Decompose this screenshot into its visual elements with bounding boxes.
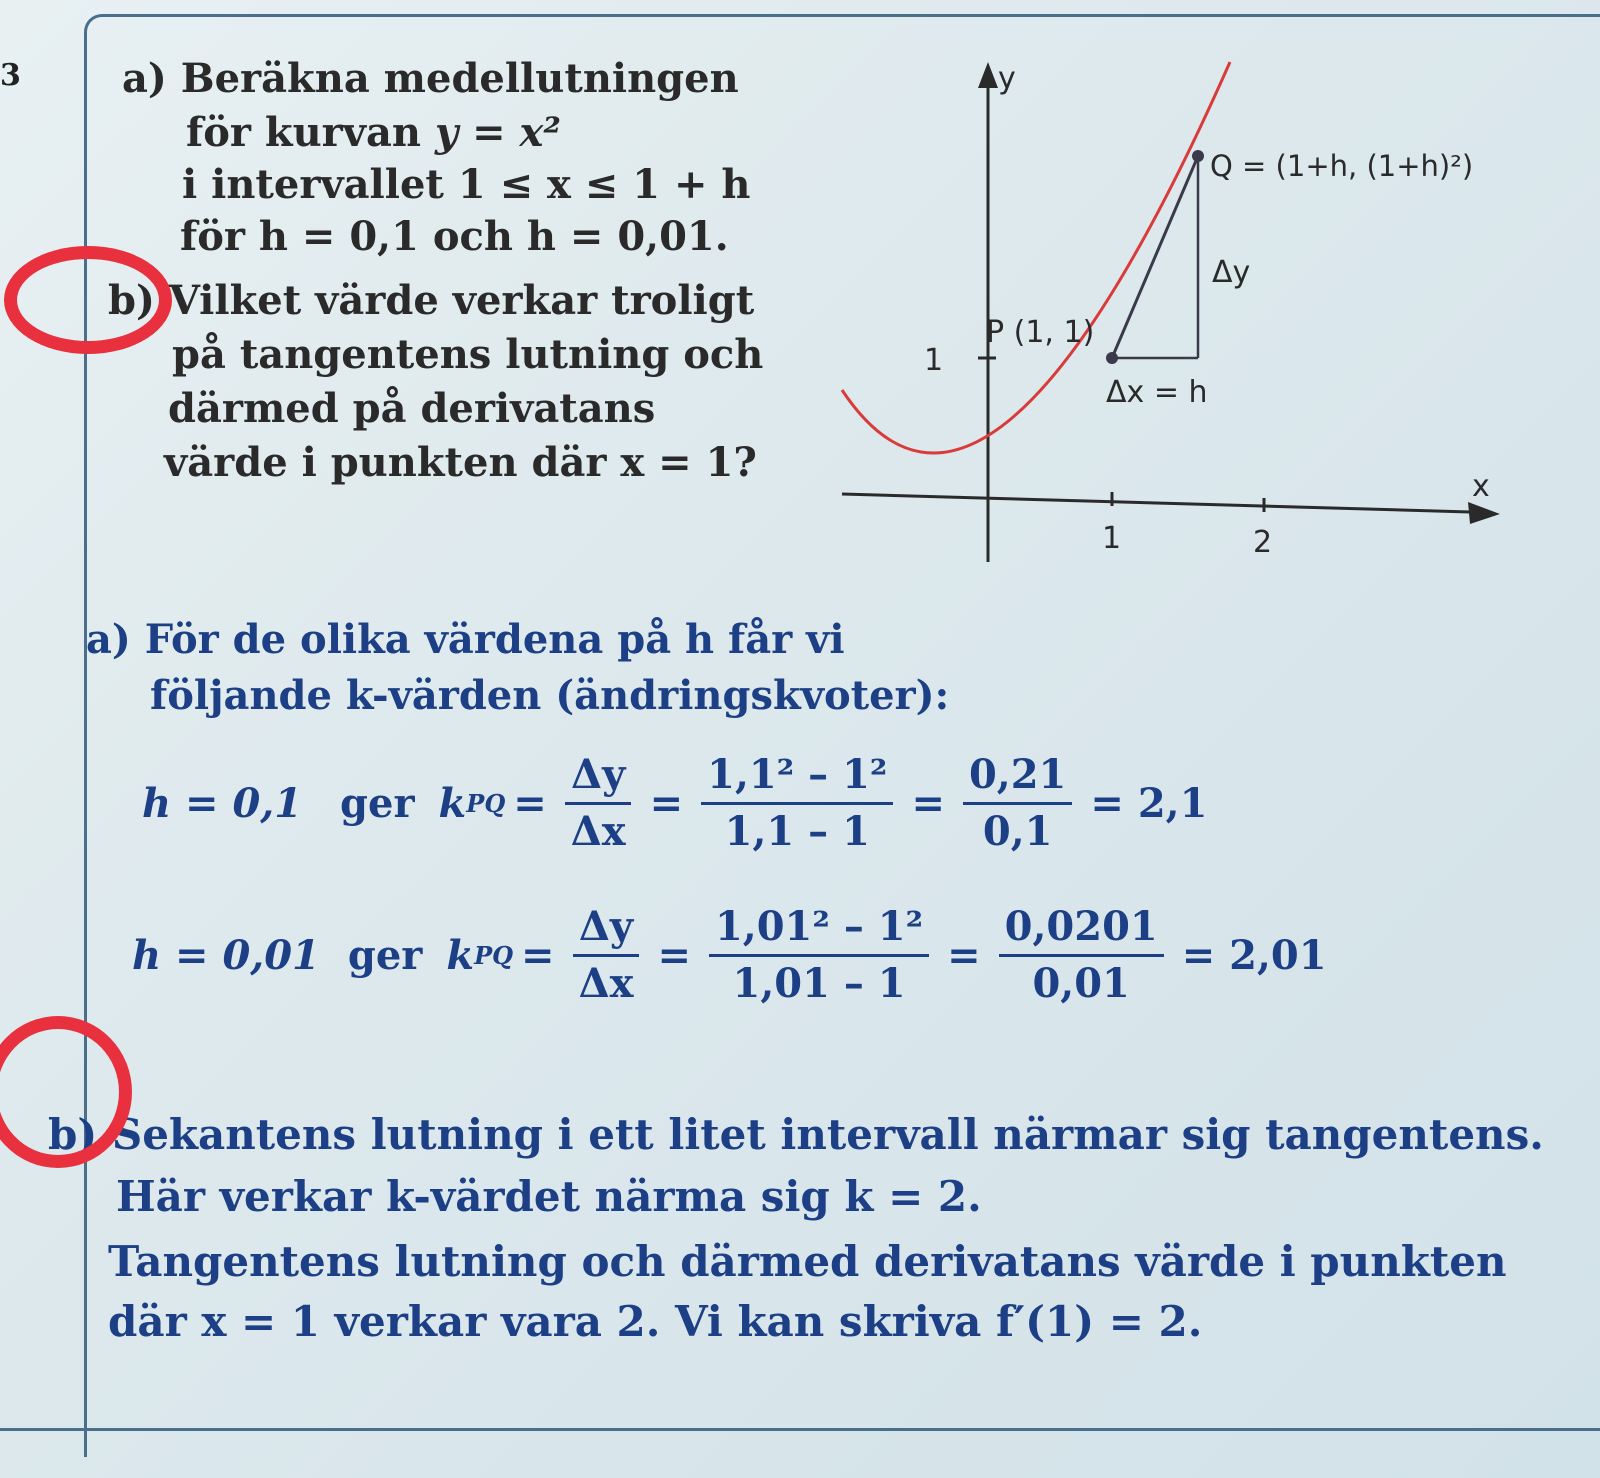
eq1-num3: 0,21 (963, 752, 1072, 805)
problem-b-line2: på tangentens lutning och (172, 331, 764, 378)
problem-a-line1 (122, 52, 739, 106)
eq1-ger: ger (340, 780, 415, 827)
x-axis-label: x (1472, 469, 1490, 504)
eq1-num2: 1,1² – 1² (701, 752, 893, 805)
problem-a-line2 (186, 106, 561, 160)
bottom-rule (0, 1428, 1600, 1431)
problem-b-text1: Vilket värde verkar troligt (168, 277, 755, 324)
problem-a-text3: i intervallet (182, 161, 458, 208)
problem-b-line1 (108, 274, 754, 328)
x-axis-arrow-icon (1468, 502, 1500, 524)
solution-a-text (86, 612, 949, 724)
eq2-dy: Δy (573, 904, 639, 957)
problem-a-line3 (182, 158, 751, 212)
x-tick-label-1: 1 (1102, 521, 1122, 556)
y-tick-label-1: 1 (924, 343, 944, 378)
problem-a-label: a) (122, 55, 167, 102)
eq1-den2: 1,1 – 1 (724, 808, 870, 855)
x-tick-label-2: 2 (1253, 525, 1273, 560)
eq2-equals-1: = (521, 932, 555, 979)
eq2-lhs: h = 0,01 (132, 932, 320, 979)
problem-a-text1: Beräkna medellutningen (180, 55, 739, 102)
eq2-result: = 2,01 (1181, 932, 1327, 979)
eq2-equals-2: = (657, 932, 691, 979)
eq2-den2: 1,01 – 1 (732, 960, 906, 1007)
eq1-k-sub: PQ (466, 789, 506, 818)
side-mark: 3 (0, 58, 21, 93)
solution-b-line1 (48, 1104, 1544, 1166)
highlight-ring-problem-b (4, 246, 172, 354)
solution-b-line3: Tangentens lutning och därmed derivatans värde i punkten (108, 1237, 1507, 1286)
eq1-frac-dydx (565, 752, 632, 855)
eq1-equals-2: = (649, 780, 684, 827)
parabola-figure (820, 50, 1540, 590)
solution-b-text (48, 1104, 1544, 1228)
eq2-frac-result (999, 904, 1164, 1007)
solution-b-paragraph2 (108, 1232, 1507, 1352)
equation-h-0-01 (132, 904, 1335, 1007)
eq1-frac-values (701, 752, 893, 855)
problem-a-math2: y = x² (434, 109, 561, 156)
eq2-den3: 0,01 (1032, 960, 1130, 1007)
solution-b-text1: Sekantens lutning i ett litet intervall närmar sig tangentens. (111, 1110, 1544, 1159)
point-p-marker (1106, 352, 1118, 364)
eq1-k: k (438, 780, 467, 827)
solution-b-line2: Här verkar k-värdet närma sig k = 2. (116, 1172, 982, 1221)
eq1-result: = 2,1 (1090, 780, 1208, 827)
problem-b-line4: värde i punkten där x = 1? (164, 439, 757, 486)
solution-a-line2: följande k-värden (ändringskvoter): (150, 672, 950, 719)
point-q-marker (1192, 150, 1204, 162)
y-axis-arrow-icon (978, 62, 998, 88)
eq1-dx: Δx (570, 808, 626, 855)
x-axis (842, 494, 1470, 512)
eq2-frac-dydx (573, 904, 640, 1007)
eq1-frac-result (963, 752, 1072, 855)
eq2-num2: 1,01² – 1² (709, 904, 929, 957)
eq2-num3: 0,0201 (999, 904, 1164, 957)
eq2-k: k (446, 932, 475, 979)
problem-a-line4: för h = 0,1 och h = 0,01. (180, 213, 729, 260)
solution-a-label: a) (86, 616, 131, 663)
eq1-lhs: h = 0,1 (142, 780, 303, 827)
eq1-dy: Δy (565, 752, 631, 805)
delta-y-label: Δy (1212, 255, 1251, 290)
problem-b-label: b) (108, 277, 155, 324)
solution-b-line4: där x = 1 verkar vara 2. Vi kan skriva f′(1) = 2. (108, 1297, 1203, 1346)
eq1-den3: 0,1 (982, 808, 1053, 855)
y-axis-label: y (998, 61, 1016, 96)
eq2-equals-3: = (947, 932, 981, 979)
eq1-equals-1: = (513, 780, 547, 827)
point-p-label: P (1, 1) (986, 315, 1095, 350)
problem-a-text2: för kurvan (186, 109, 435, 156)
solution-a-text1: För de olika värdena på h får vi (144, 616, 845, 663)
eq2-k-sub: PQ (474, 941, 514, 970)
problem-b-line3: därmed på derivatans (168, 385, 656, 432)
eq2-frac-values (709, 904, 929, 1007)
solution-b-label: b) (48, 1110, 98, 1159)
eq2-ger: ger (347, 932, 423, 979)
delta-x-label: Δx = h (1106, 375, 1208, 410)
point-q-label: Q = (1+h, (1+h)²) (1210, 149, 1474, 183)
eq1-equals-3: = (911, 780, 945, 827)
equation-h-0-1 (142, 752, 1215, 855)
solution-a-line1 (86, 612, 949, 668)
eq2-dx: Δx (578, 960, 634, 1007)
secant-line (1112, 156, 1198, 358)
problem-a-math3: 1 ≤ x ≤ 1 + h (457, 161, 751, 208)
